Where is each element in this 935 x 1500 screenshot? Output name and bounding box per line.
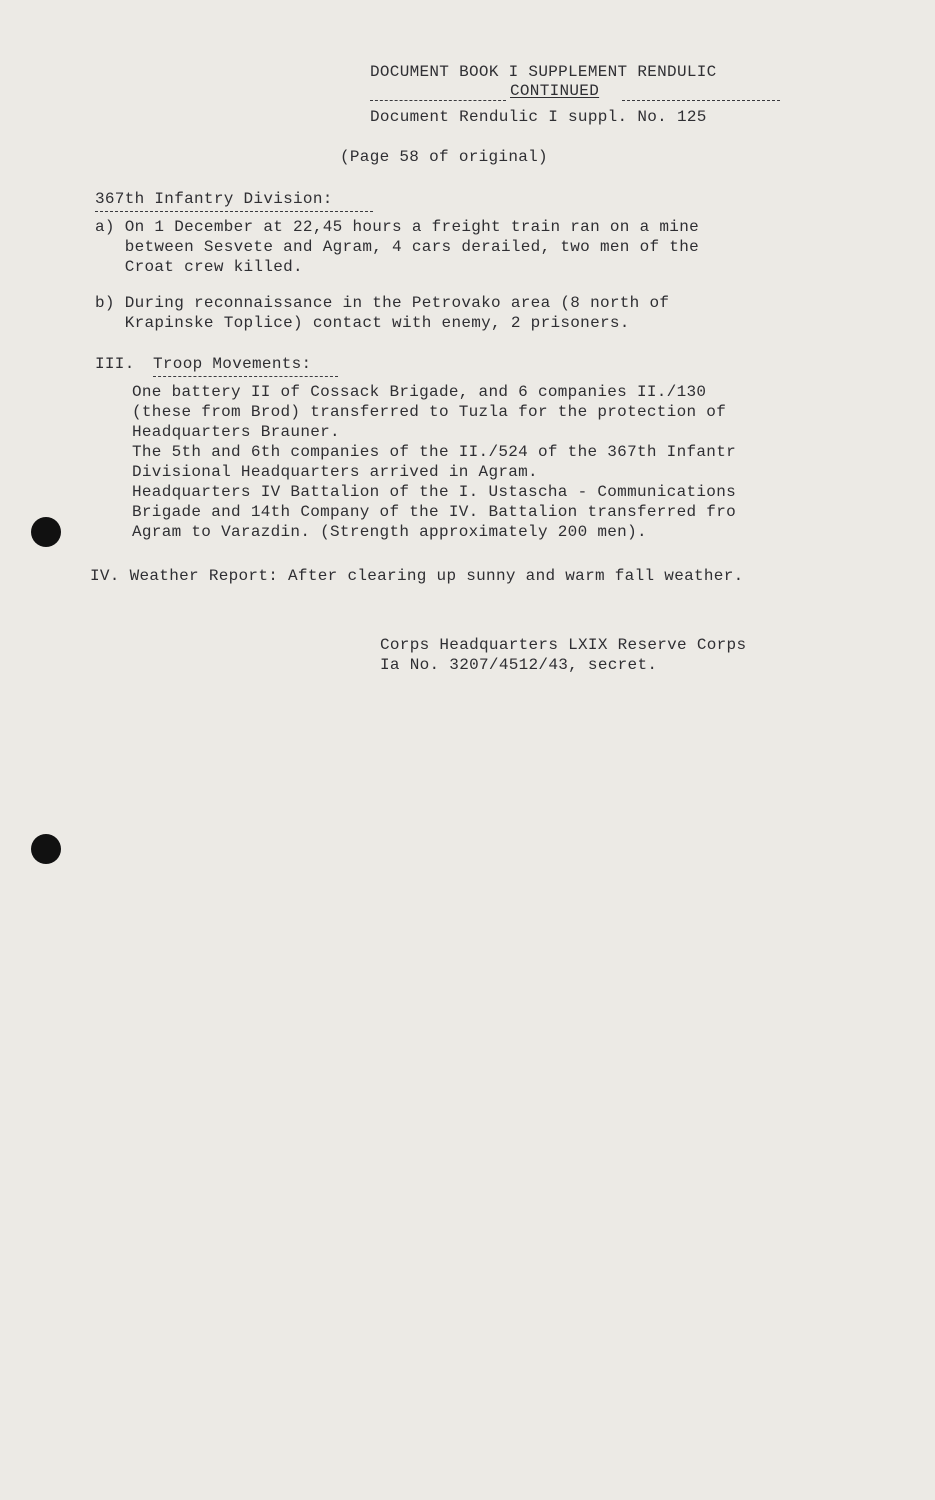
- troop-line-5: Divisional Headquarters arrived in Agram.: [132, 463, 538, 481]
- document-reference: Document Rendulic I suppl. No. 125: [370, 108, 707, 126]
- troop-line-4: The 5th and 6th companies of the II./524 of the 367th Infantr: [132, 443, 736, 461]
- troop-line-6: Headquarters IV Battalion of the I. Ustascha - Communications: [132, 483, 736, 501]
- division-heading-rule: [95, 211, 373, 212]
- item-a-line-1: a) On 1 December at 22,45 hours a freight train ran on a mine: [95, 218, 699, 236]
- header-title: DOCUMENT BOOK I SUPPLEMENT RENDULIC: [370, 63, 717, 81]
- signature-line-1: Corps Headquarters LXIX Reserve Corps: [380, 636, 747, 654]
- troop-line-1: One battery II of Cossack Brigade, and 6 companies II./130: [132, 383, 707, 401]
- troop-line-2: (these from Brod) transferred to Tuzla for the protection of: [132, 403, 727, 421]
- punch-hole-bottom: [31, 834, 61, 864]
- division-heading: 367th Infantry Division:: [95, 190, 333, 208]
- item-a-line-3: Croat crew killed.: [95, 258, 303, 276]
- troop-line-7: Brigade and 14th Company of the IV. Battalion transferred fro: [132, 503, 736, 521]
- item-b-line-2: Krapinske Toplice) contact with enemy, 2 prisoners.: [95, 314, 630, 332]
- troop-line-8: Agram to Varazdin. (Strength approximately 200 men).: [132, 523, 647, 541]
- troop-numeral: III.: [95, 355, 135, 373]
- header-rule-right: [622, 100, 780, 101]
- item-b-line-1: b) During reconnaissance in the Petrovako area (8 north of: [95, 294, 670, 312]
- signature-line-2: Ia No. 3207/4512/43, secret.: [380, 656, 658, 674]
- troop-heading: Troop Movements:: [153, 355, 312, 373]
- troop-line-3: Headquarters Brauner.: [132, 423, 340, 441]
- header-continued: CONTINUED: [510, 82, 600, 100]
- weather-report: IV. Weather Report: After clearing up sunny and warm fall weather.: [90, 567, 744, 585]
- page-reference: (Page 58 of original): [340, 148, 548, 166]
- item-a-line-2: between Sesvete and Agram, 4 cars derailed, two men of the: [95, 238, 699, 256]
- troop-heading-rule: [153, 376, 338, 377]
- punch-hole-top: [31, 517, 61, 547]
- header-rule-left: [370, 100, 506, 101]
